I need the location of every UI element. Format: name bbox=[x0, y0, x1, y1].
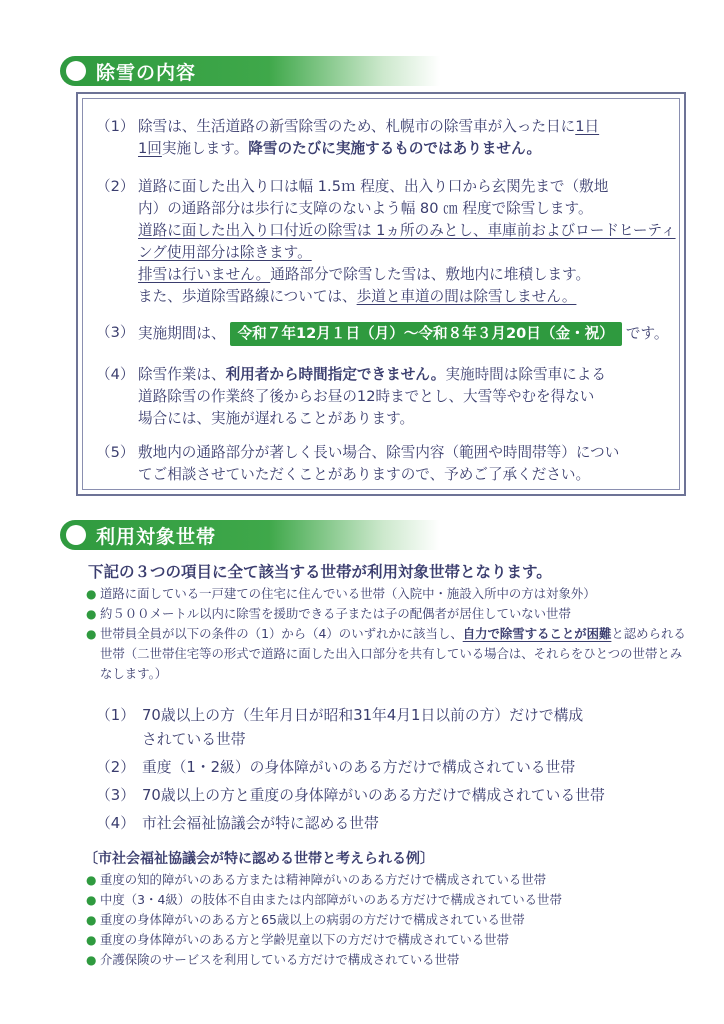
list-item bbox=[86, 624, 686, 684]
section-header-eligible-households bbox=[60, 520, 440, 550]
list-item bbox=[86, 870, 686, 890]
item-underlined-text: 1回 bbox=[138, 140, 162, 157]
example-text: 介護保険のサービスを利用している方だけで構成されている世帯 bbox=[100, 952, 460, 967]
item-number: （2） bbox=[96, 178, 135, 195]
bullet-text: 世帯員全員が以下の条件の（1）から（4）のいずれかに該当し、 bbox=[100, 626, 463, 641]
examples-title: 〔市社会福祉協議会が特に認める世帯と考えられる例〕 bbox=[84, 851, 434, 867]
example-text: 重度の身体障がいのある方と学齢児童以下の方だけで構成されている世帯 bbox=[100, 932, 509, 947]
item-text: 実施時間は除雪車による bbox=[445, 366, 606, 383]
item-text: です。 bbox=[625, 325, 669, 342]
condition-number: （1） bbox=[96, 707, 136, 724]
circle-bullet-icon bbox=[66, 61, 86, 81]
item-text: 実施期間は、 bbox=[138, 325, 226, 342]
item-3 bbox=[96, 322, 676, 346]
condition-text: 市社会福祉協議会が特に認める世帯 bbox=[142, 815, 379, 832]
bullet-dot-icon: ● bbox=[86, 587, 97, 601]
list-item bbox=[86, 910, 686, 930]
bullet-text: 約５００メートル以内に除雪を援助できる子または子の配偶者が居住していない世帯 bbox=[100, 606, 571, 621]
item-number: （4） bbox=[96, 366, 135, 383]
item-text: 実施します。 bbox=[161, 140, 249, 157]
eligibility-bullets bbox=[86, 584, 686, 684]
list-item bbox=[86, 930, 686, 950]
bullet-text: と認められる世帯（二世帯住宅等の形式で道路に面した出入口部分を共有している場合は、それらをひとつの世帯とみなします。） bbox=[100, 626, 686, 681]
eligibility-intro: 下記の３つの項目に全て該当する世帯が利用対象世帯となります。 bbox=[88, 563, 552, 581]
list-item bbox=[86, 604, 686, 624]
bullet-text: 道路に面している一戸建ての住宅に住んでいる世帯（入院中・施設入所中の方は対象外） bbox=[100, 586, 596, 601]
example-text: 重度の身体障がいのある方と65歳以上の病弱の方だけで構成されている世帯 bbox=[100, 912, 525, 927]
section-title: 除雪の内容 bbox=[96, 61, 197, 84]
bullet-dot-icon: ● bbox=[86, 893, 97, 907]
condition-text: 70歳以上の方と重度の身体障がいのある方だけで構成されている世帯 bbox=[142, 787, 605, 804]
condition-text: 重度（1・2級）の身体障がいのある方だけで構成されている世帯 bbox=[142, 759, 576, 776]
item-4 bbox=[96, 364, 676, 430]
condition-text: されている世帯 bbox=[142, 731, 246, 748]
item-bold-text: 利用者から時間指定できません。 bbox=[225, 366, 446, 383]
bullet-dot-icon: ● bbox=[86, 873, 97, 887]
condition-2 bbox=[96, 756, 696, 780]
list-item bbox=[86, 584, 686, 604]
item-underlined-text: 排雪は行いません。 bbox=[138, 266, 271, 283]
item-text: 道路に面した出入り口は幅 1.5ｍ 程度、出入り口から玄関先まで（敷地 bbox=[138, 178, 609, 195]
item-text: 場合には、実施が遅れることがあります。 bbox=[138, 410, 415, 427]
condition-number: （4） bbox=[96, 815, 136, 832]
item-number: （3） bbox=[96, 324, 135, 341]
condition-number: （2） bbox=[96, 759, 136, 776]
example-text: 重度の知的障がいのある方または精神障がいのある方だけで構成されている世帯 bbox=[100, 872, 547, 887]
bullet-dot-icon: ● bbox=[86, 913, 97, 927]
condition-4 bbox=[96, 812, 696, 836]
bullet-dot-icon: ● bbox=[86, 627, 97, 641]
section-header-snow-removal bbox=[60, 56, 440, 86]
bullet-underlined-text: 自力で除雪することが困難 bbox=[462, 626, 612, 641]
bullet-dot-icon: ● bbox=[86, 933, 97, 947]
condition-1 bbox=[96, 704, 696, 752]
examples-list bbox=[86, 870, 686, 970]
list-item bbox=[86, 950, 686, 970]
item-bold-text: 降雪のたびに実施するものではありません。 bbox=[248, 140, 542, 157]
condition-text: 70歳以上の方（生年月日が昭和31年4月1日以前の方）だけで構成 bbox=[142, 707, 584, 724]
example-text: 中度（3・4級）の肢体不自由または内部障がいのある方だけで構成されている世帯 bbox=[100, 892, 562, 907]
item-text: 内）の通路部分は歩行に支障のないよう幅 80 ㎝ 程度で除雪します。 bbox=[138, 200, 593, 217]
bullet-dot-icon: ● bbox=[86, 953, 97, 967]
item-number: （5） bbox=[96, 444, 135, 461]
condition-3 bbox=[96, 784, 696, 808]
item-number: （1） bbox=[96, 118, 135, 135]
item-underlined-text: 1日 bbox=[575, 118, 600, 135]
item-text: また、歩道除雪路線については、 bbox=[138, 288, 357, 305]
item-text: 通路部分で除雪した雪は、敷地内に堆積します。 bbox=[270, 266, 591, 283]
item-text: 除雪作業は、 bbox=[138, 366, 226, 383]
item-text: 道路除雪の作業終了後からお昼の12時までとし、大雪等やむを得ない bbox=[138, 388, 595, 405]
item-2 bbox=[96, 176, 676, 308]
circle-bullet-icon bbox=[66, 525, 86, 545]
condition-number: （3） bbox=[96, 787, 136, 804]
period-badge: 令和７年12月１日（月）～令和８年３月20日（金・祝） bbox=[230, 322, 622, 346]
item-underlined-text: 歩道と車道の間は除雪しません。 bbox=[356, 288, 577, 305]
item-underlined-text: 道路に面した出入り口付近の除雪は 1ヵ所のみとし、車庫前およびロードヒーティング使用部分は除きます。 bbox=[138, 222, 676, 261]
bullet-dot-icon: ● bbox=[86, 607, 97, 621]
list-item bbox=[86, 890, 686, 910]
item-text: てご相談させていただくことがありますので、予めご了承ください。 bbox=[138, 466, 591, 483]
item-5 bbox=[96, 442, 676, 486]
item-text: 除雪は、生活道路の新雪除雪のため、札幌市の除雪車が入った日に bbox=[138, 118, 576, 135]
item-1 bbox=[96, 116, 676, 164]
item-text: 敷地内の通路部分が著しく長い場合、除雪内容（範囲や時間帯等）につい bbox=[138, 444, 620, 461]
section-title: 利用対象世帯 bbox=[96, 525, 217, 548]
